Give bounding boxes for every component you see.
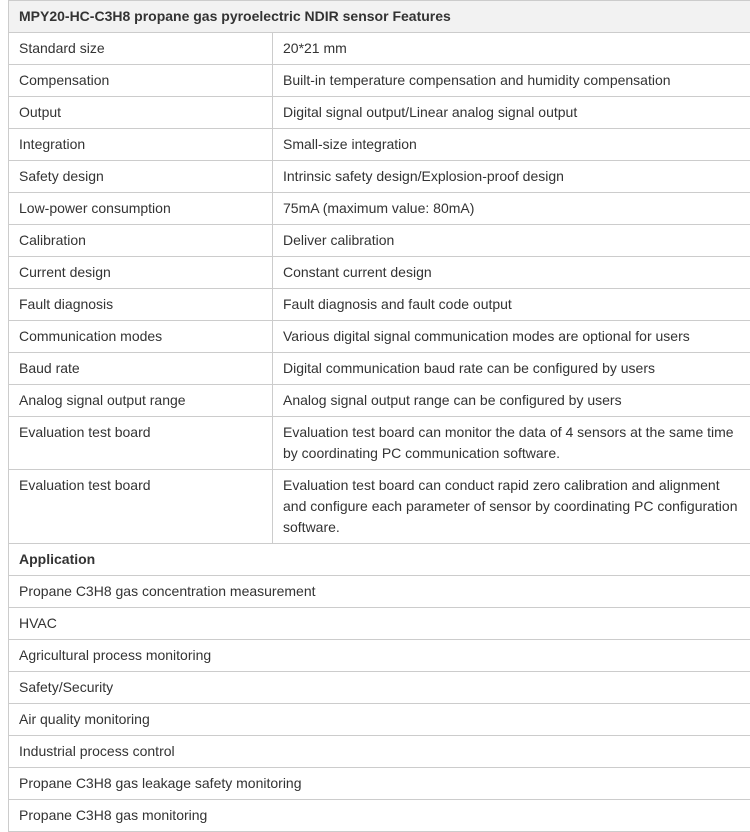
table-row	[9, 257, 750, 289]
table-row	[9, 353, 750, 385]
table-row	[9, 97, 750, 129]
feature-value: Fault diagnosis and fault code output	[273, 289, 750, 321]
features-title: MPY20-HC-C3H8 propane gas pyroelectric NDIR sensor Features	[9, 1, 750, 33]
application-item: Air quality monitoring	[9, 704, 750, 736]
table-row	[9, 65, 750, 97]
feature-label: Evaluation test board	[9, 417, 273, 470]
feature-value: Small-size integration	[273, 129, 750, 161]
feature-value: Built-in temperature compensation and humidity compensation	[273, 65, 750, 97]
list-item	[9, 576, 750, 608]
table-row	[9, 417, 750, 470]
feature-value: Evaluation test board can monitor the data of 4 sensors at the same time by coordinating PC communication software.	[273, 417, 750, 470]
feature-value: Constant current design	[273, 257, 750, 289]
list-item	[9, 608, 750, 640]
application-item: Propane C3H8 gas leakage safety monitoring	[9, 768, 750, 800]
feature-value: Digital communication baud rate can be configured by users	[273, 353, 750, 385]
list-item	[9, 736, 750, 768]
features-header-row	[9, 1, 750, 33]
list-item	[9, 704, 750, 736]
feature-value: 75mA (maximum value: 80mA)	[273, 193, 750, 225]
table-row	[9, 470, 750, 544]
table-row	[9, 161, 750, 193]
feature-label: Compensation	[9, 65, 273, 97]
application-item: Safety/Security	[9, 672, 750, 704]
table-row	[9, 321, 750, 353]
feature-label: Evaluation test board	[9, 470, 273, 544]
feature-label: Standard size	[9, 33, 273, 65]
feature-label: Baud rate	[9, 353, 273, 385]
application-item: Propane C3H8 gas concentration measurement	[9, 576, 750, 608]
list-item	[9, 800, 750, 832]
list-item	[9, 768, 750, 800]
list-item	[9, 672, 750, 704]
feature-value: Intrinsic safety design/Explosion-proof design	[273, 161, 750, 193]
feature-label: Fault diagnosis	[9, 289, 273, 321]
feature-value: Digital signal output/Linear analog signal output	[273, 97, 750, 129]
table-row	[9, 129, 750, 161]
feature-value: Evaluation test board can conduct rapid zero calibration and alignment and configure each parameter of sensor by coordinating PC configuration software.	[273, 470, 750, 544]
application-header-row	[9, 544, 750, 576]
application-item: HVAC	[9, 608, 750, 640]
feature-label: Safety design	[9, 161, 273, 193]
table-row	[9, 225, 750, 257]
feature-label: Communication modes	[9, 321, 273, 353]
feature-label: Low-power consumption	[9, 193, 273, 225]
feature-label: Integration	[9, 129, 273, 161]
feature-value: 20*21 mm	[273, 33, 750, 65]
table-row	[9, 193, 750, 225]
feature-value: Various digital signal communication modes are optional for users	[273, 321, 750, 353]
feature-label: Analog signal output range	[9, 385, 273, 417]
list-item	[9, 640, 750, 672]
application-item: Industrial process control	[9, 736, 750, 768]
features-table	[8, 0, 750, 832]
table-row	[9, 289, 750, 321]
application-title: Application	[9, 544, 750, 576]
feature-value: Deliver calibration	[273, 225, 750, 257]
feature-label: Calibration	[9, 225, 273, 257]
application-item: Propane C3H8 gas monitoring	[9, 800, 750, 832]
table-row	[9, 385, 750, 417]
feature-label: Output	[9, 97, 273, 129]
feature-value: Analog signal output range can be configured by users	[273, 385, 750, 417]
feature-label: Current design	[9, 257, 273, 289]
application-item: Agricultural process monitoring	[9, 640, 750, 672]
table-row	[9, 33, 750, 65]
